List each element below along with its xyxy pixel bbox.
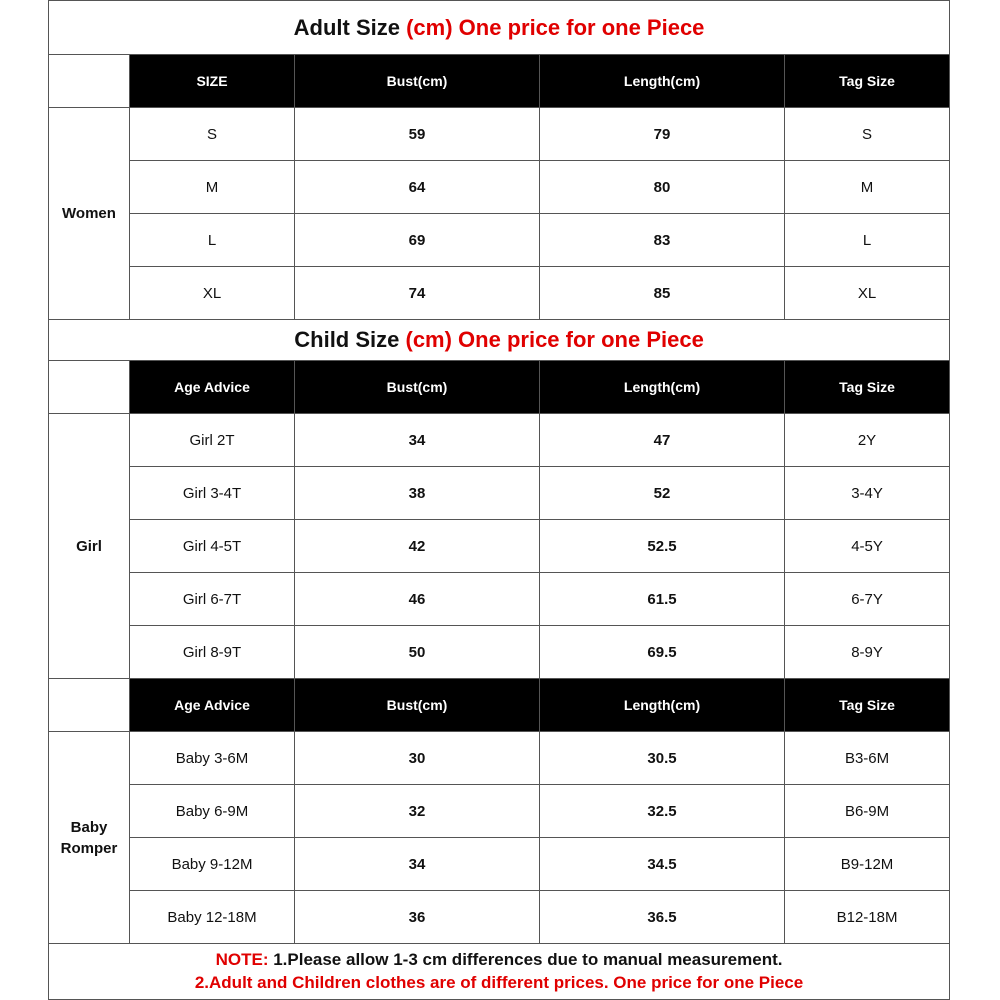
girl-cell: Girl 2T bbox=[130, 414, 295, 467]
girl-cell: 69.5 bbox=[540, 626, 785, 679]
girl-cell: Girl 8-9T bbox=[130, 626, 295, 679]
baby-romper-cell: 30 bbox=[295, 732, 540, 785]
table-row bbox=[49, 573, 950, 626]
table-row bbox=[49, 108, 950, 161]
girl-cell: Girl 6-7T bbox=[130, 573, 295, 626]
note-text-1: 1.Please allow 1-3 cm differences due to manual measurement. bbox=[268, 949, 783, 969]
women-category-cell bbox=[49, 108, 130, 320]
table-row bbox=[49, 732, 950, 785]
girl-cell: 8-9Y bbox=[785, 626, 950, 679]
girl-cell: 52.5 bbox=[540, 520, 785, 573]
table-row bbox=[49, 785, 950, 838]
table-row bbox=[49, 626, 950, 679]
table-row bbox=[49, 891, 950, 944]
baby-romper-cell: Baby 9-12M bbox=[130, 838, 295, 891]
adult-size-title bbox=[49, 1, 950, 55]
baby-header-row-cell: Length(cm) bbox=[540, 679, 785, 732]
girl-category-cell bbox=[49, 414, 130, 679]
adult-header-row-cell: Length(cm) bbox=[540, 55, 785, 108]
table-row bbox=[49, 267, 950, 320]
baby-header-row-cell: Age Advice bbox=[130, 679, 295, 732]
baby-romper-cell: B12-18M bbox=[785, 891, 950, 944]
baby-romper-cell: 32 bbox=[295, 785, 540, 838]
adult-header-row-blank-cell bbox=[49, 55, 130, 108]
table-row bbox=[49, 520, 950, 573]
women-category-label: Women bbox=[62, 205, 116, 222]
girl-cell: 61.5 bbox=[540, 573, 785, 626]
women-cell: 85 bbox=[540, 267, 785, 320]
baby-romper-cell: 34 bbox=[295, 838, 540, 891]
girl-header-row-blank-cell bbox=[49, 361, 130, 414]
women-cell: 59 bbox=[295, 108, 540, 161]
women-cell: XL bbox=[130, 267, 295, 320]
table-row bbox=[49, 214, 950, 267]
baby-romper-cell: B9-12M bbox=[785, 838, 950, 891]
girl-header-row-cell: Age Advice bbox=[130, 361, 295, 414]
women-cell: XL bbox=[785, 267, 950, 320]
women-cell: 74 bbox=[295, 267, 540, 320]
baby-romper-cell: Baby 12-18M bbox=[130, 891, 295, 944]
table-row bbox=[49, 467, 950, 520]
baby-romper-cell: B3-6M bbox=[785, 732, 950, 785]
baby-header-row bbox=[49, 679, 950, 732]
baby-romper-cell: 34.5 bbox=[540, 838, 785, 891]
baby-header-row-cell: Bust(cm) bbox=[295, 679, 540, 732]
note-line-1 bbox=[49, 949, 949, 972]
women-cell: 80 bbox=[540, 161, 785, 214]
women-cell: S bbox=[130, 108, 295, 161]
girl-cell: 42 bbox=[295, 520, 540, 573]
girl-cell: 38 bbox=[295, 467, 540, 520]
girl-cell: 3-4Y bbox=[785, 467, 950, 520]
baby-romper-category-cell bbox=[49, 732, 130, 944]
women-cell: 79 bbox=[540, 108, 785, 161]
women-cell: M bbox=[130, 161, 295, 214]
girl-header-row bbox=[49, 361, 950, 414]
child-size-title-text: Child Size bbox=[294, 327, 400, 352]
child-size-title-row bbox=[49, 320, 950, 361]
girl-cell: 47 bbox=[540, 414, 785, 467]
adult-header-row-cell: SIZE bbox=[130, 55, 295, 108]
girl-cell: 2Y bbox=[785, 414, 950, 467]
child-size-title-red-text: (cm) One price for one Piece bbox=[405, 327, 704, 352]
women-cell: 83 bbox=[540, 214, 785, 267]
baby-header-row-cell: Tag Size bbox=[785, 679, 950, 732]
adult-size-title-red-text: (cm) One price for one Piece bbox=[406, 14, 705, 40]
girl-category-label: Girl bbox=[76, 537, 102, 555]
girl-header-row-cell: Length(cm) bbox=[540, 361, 785, 414]
baby-romper-cell: B6-9M bbox=[785, 785, 950, 838]
note-cell bbox=[49, 944, 950, 1000]
women-cell: 69 bbox=[295, 214, 540, 267]
women-cell: M bbox=[785, 161, 950, 214]
note-text-2: 2.Adult and Children clothes are of different prices. One price for one Piece bbox=[194, 972, 804, 992]
girl-cell: 34 bbox=[295, 414, 540, 467]
girl-cell: 52 bbox=[540, 467, 785, 520]
girl-cell: Girl 4-5T bbox=[130, 520, 295, 573]
note-row bbox=[49, 944, 950, 1000]
adult-size-title-row bbox=[49, 1, 950, 55]
girl-header-row-cell: Tag Size bbox=[785, 361, 950, 414]
adult-header-row-cell: Bust(cm) bbox=[295, 55, 540, 108]
baby-header-row-blank-cell bbox=[49, 679, 130, 732]
baby-romper-cell: Baby 6-9M bbox=[130, 785, 295, 838]
table-row bbox=[49, 161, 950, 214]
adult-header-row bbox=[49, 55, 950, 108]
girl-cell: 4-5Y bbox=[785, 520, 950, 573]
baby-romper-cell: 30.5 bbox=[540, 732, 785, 785]
women-cell: 64 bbox=[295, 161, 540, 214]
table-row bbox=[49, 414, 950, 467]
women-cell: S bbox=[785, 108, 950, 161]
girl-cell: 6-7Y bbox=[785, 573, 950, 626]
table-row bbox=[49, 838, 950, 891]
girl-cell: Girl 3-4T bbox=[130, 467, 295, 520]
adult-header-row-cell: Tag Size bbox=[785, 55, 950, 108]
women-cell: L bbox=[785, 214, 950, 267]
size-chart-table bbox=[48, 0, 950, 1000]
baby-romper-category-label: Romper bbox=[60, 839, 118, 857]
girl-cell: 46 bbox=[295, 573, 540, 626]
child-size-title bbox=[49, 320, 950, 361]
note-label: NOTE: bbox=[215, 949, 269, 969]
baby-romper-category-label: Baby bbox=[70, 818, 108, 836]
baby-romper-cell: 36.5 bbox=[540, 891, 785, 944]
baby-romper-cell: 36 bbox=[295, 891, 540, 944]
adult-size-title-text: Adult Size bbox=[293, 14, 400, 40]
baby-romper-cell: 32.5 bbox=[540, 785, 785, 838]
girl-header-row-cell: Bust(cm) bbox=[295, 361, 540, 414]
girl-cell: 50 bbox=[295, 626, 540, 679]
women-cell: L bbox=[130, 214, 295, 267]
baby-romper-cell: Baby 3-6M bbox=[130, 732, 295, 785]
